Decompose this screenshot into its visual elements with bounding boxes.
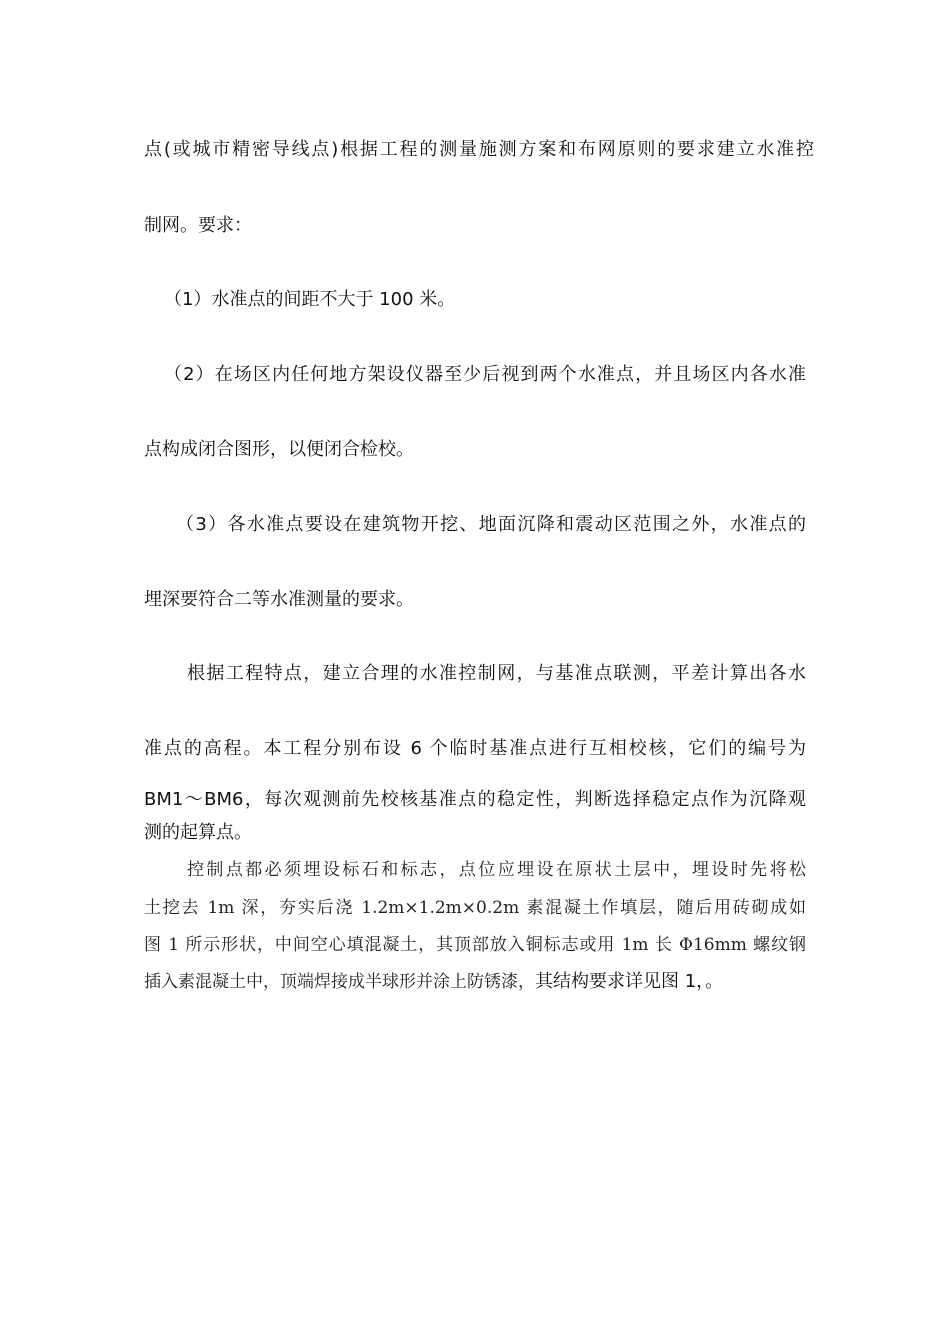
requirement-item-2-line-2: 点构成闭合图形，以便闭合检校。 bbox=[144, 439, 414, 460]
paragraph-2-line-4: 测的起算点。 bbox=[144, 822, 252, 843]
requirement-item-3-line-2: 埋深要符合二等水准测量的要求。 bbox=[144, 589, 414, 610]
paragraph-1-line-1: 点(或城市精密导线点)根据工程的测量施测方案和布网原则的要求建立水准控 bbox=[144, 139, 814, 160]
paragraph-2-line-1: 根据工程特点，建立合理的水准控制网，与基准点联测，平差计算出各水 bbox=[187, 663, 806, 684]
control-point-line-2: 土挖去 1m 深，夯实后浇 1.2m×1.2m×0.2m 素混凝土作填层，随后用砖砌成如 bbox=[144, 898, 806, 918]
control-point-line-4-sans: 其结构要求详见图 1，。 bbox=[535, 971, 724, 992]
control-point-line-3: 图 1 所示形状，中间空心填混凝土，其顶部放入铜标志或用 1m 长 Φ16mm 螺纹钢 bbox=[144, 935, 806, 955]
requirement-item-3-line-1: （3）各水准点要设在建筑物开挖、地面沉降和震动区范围之外，水准点的 bbox=[176, 514, 806, 535]
paragraph-2-line-3: BM1～BM6，每次观测前先校核基准点的稳定性，判断选择稳定点作为沉降观 bbox=[144, 789, 806, 810]
requirement-item-2-line-1: （2）在场区内任何地方架设仪器至少后视到两个水准点，并且场区内各水准 bbox=[164, 364, 806, 385]
control-point-line-4-serif: 插入素混凝土中，顶端焊接成半球形并涂上防锈漆， bbox=[144, 972, 535, 992]
control-point-line-1: 控制点都必须埋设标石和标志，点位应埋设在原状土层中，埋设时先将松 bbox=[187, 860, 806, 880]
control-point-line-4 bbox=[144, 970, 806, 994]
paragraph-2-line-2: 准点的高程。本工程分别布设 6 个临时基准点进行互相校核，它们的编号为 bbox=[144, 738, 806, 759]
requirement-item-1: （1）水准点的间距不大于 100 米。 bbox=[164, 289, 456, 310]
paragraph-1-line-2: 制网。要求： bbox=[144, 215, 252, 236]
